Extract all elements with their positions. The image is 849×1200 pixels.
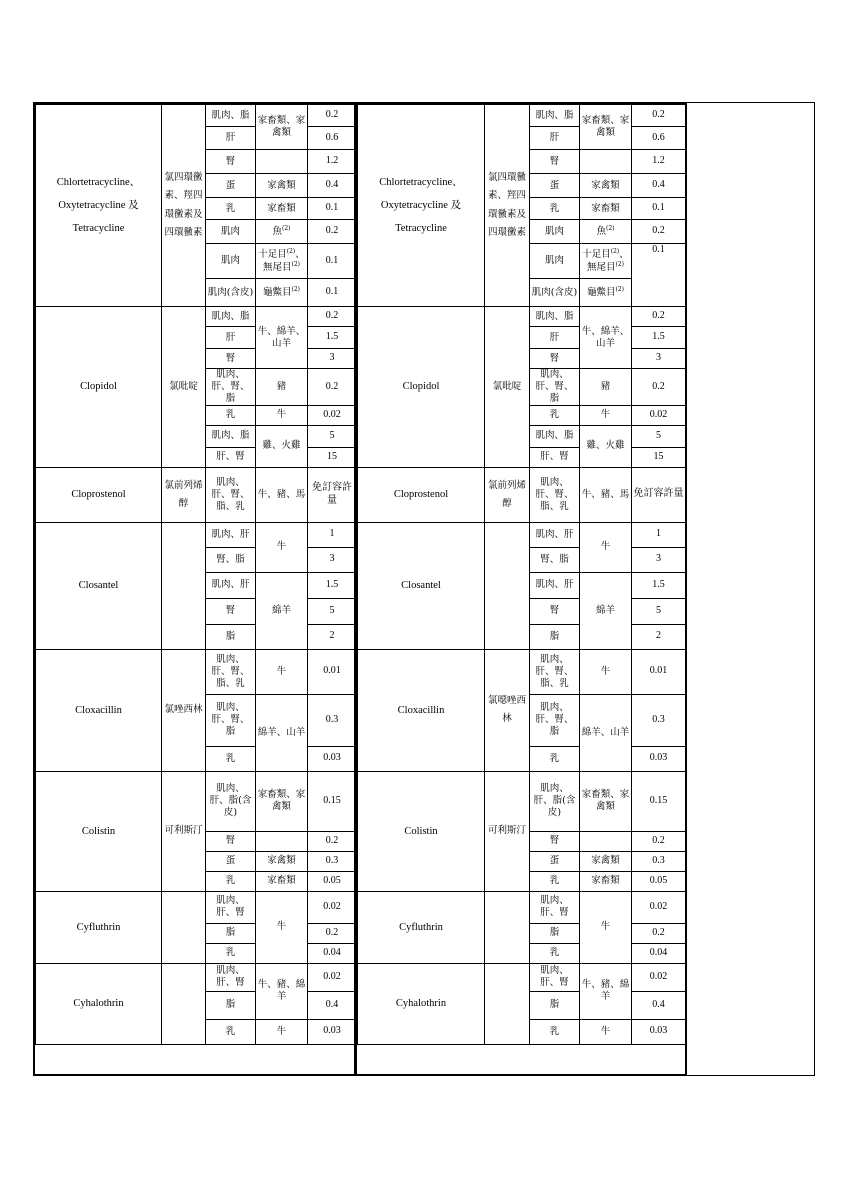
tissue-cell: 脂: [530, 923, 580, 943]
tissue-cell: 乳: [206, 871, 256, 891]
mrl-value-cell: 0.4: [308, 174, 357, 198]
tissue-cell: 乳: [530, 871, 580, 891]
table-row: [36, 963, 357, 991]
table-row: [36, 891, 357, 923]
mrl-value-cell: 0.6: [308, 127, 357, 150]
mrl-value-cell: 1.2: [632, 150, 686, 174]
tissue-cell: 肝: [530, 327, 580, 349]
mrl-value-cell: 2: [308, 624, 357, 649]
tissue-cell: 肌肉、肝、腎、脂、乳: [206, 649, 256, 694]
mrl-value-cell: 0.02: [632, 891, 686, 923]
mrl-value-cell: 0.02: [308, 963, 357, 991]
mrl-value-cell: 0.4: [308, 991, 357, 1019]
mrl-value-cell: 3: [632, 547, 686, 572]
left-mrl-table: [35, 104, 357, 1045]
species-cell: 家畜類、家禽類: [256, 105, 308, 150]
mrl-value-cell: 0.15: [632, 771, 686, 831]
species-cell: 牛、豬、綿羊: [256, 963, 308, 1019]
mrl-value-cell: 2: [632, 624, 686, 649]
tissue-cell: 肌肉、脂: [530, 105, 580, 127]
drug-name-cell: Chlortetracycline、Oxytetracycline 及 Tetracycline: [358, 105, 485, 307]
tissue-cell: 肝: [206, 127, 256, 150]
tissue-cell: 蛋: [530, 851, 580, 871]
mrl-value-cell: 0.04: [632, 943, 686, 963]
tissue-cell: 肌肉、肝、腎: [530, 891, 580, 923]
tissue-cell: 肌肉、肝、腎、脂、乳: [206, 467, 256, 522]
table-row: [358, 891, 686, 923]
chinese-name-cell: [485, 963, 530, 1044]
mrl-value-cell: 0.01: [308, 649, 357, 694]
mrl-value-cell: 1.5: [308, 572, 357, 598]
mrl-value-cell: 0.3: [308, 851, 357, 871]
tissue-cell: 肌肉、肝、腎: [530, 963, 580, 991]
species-cell: 雞、火雞: [256, 425, 308, 467]
chinese-name-cell: [485, 891, 530, 963]
tissue-cell: 肝: [530, 127, 580, 150]
species-cell: 家畜類、家禽類: [256, 771, 308, 831]
species-cell: 牛、豬、綿羊: [580, 963, 632, 1019]
species-cell: 家畜類、家禽類: [580, 105, 632, 150]
mrl-value-cell: 0.2: [308, 831, 357, 851]
table-row: [36, 105, 357, 127]
species-cell: 牛: [580, 649, 632, 694]
left-table-panel: [33, 102, 356, 1076]
mrl-value-cell: 0.03: [308, 746, 357, 771]
tissue-cell: 肌肉、肝、腎、脂、乳: [530, 467, 580, 522]
species-cell: 家禽類: [256, 174, 308, 198]
drug-name-cell: Cloxacillin: [36, 649, 162, 771]
chinese-name-cell: [162, 963, 206, 1044]
mrl-value-cell: 0.2: [308, 220, 357, 244]
species-cell: 牛: [256, 1019, 308, 1044]
mrl-value-cell: 0.2: [308, 923, 357, 943]
tissue-cell: 脂: [206, 991, 256, 1019]
species-cell: 牛、綿羊、山羊: [580, 307, 632, 369]
mrl-value-cell: 5: [632, 425, 686, 447]
mrl-value-cell: 0.3: [632, 851, 686, 871]
species-cell: 家畜類: [256, 871, 308, 891]
species-cell: [256, 150, 308, 174]
tissue-cell: 肌肉: [206, 220, 256, 244]
chinese-name-cell: 氯四環黴素、羥四環黴素及四環黴素: [162, 105, 206, 307]
table-row: [358, 522, 686, 547]
mrl-value-cell: 0.3: [308, 694, 357, 746]
tissue-cell: 肌肉、肝、腎: [206, 963, 256, 991]
chinese-name-cell: 氯四環黴素、羥四環黴素及四環黴素: [485, 105, 530, 307]
drug-name-cell: Cyhalothrin: [36, 963, 162, 1044]
tissue-cell: 肌肉: [206, 244, 256, 279]
species-cell: 牛: [580, 405, 632, 425]
mrl-value-cell: 免訂容許量: [308, 467, 357, 522]
species-cell: 牛: [256, 891, 308, 963]
mrl-value-cell: 0.2: [632, 105, 686, 127]
mrl-value-cell: 0.1: [632, 198, 686, 220]
mrl-value-cell: 1.2: [308, 150, 357, 174]
tissue-cell: 乳: [206, 1019, 256, 1044]
mrl-value-cell: 0.04: [308, 943, 357, 963]
species-cell: 綿羊: [256, 572, 308, 649]
drug-name-cell: Closantel: [358, 522, 485, 649]
drug-name-cell: Clopidol: [36, 307, 162, 468]
tissue-cell: 肌肉、脂: [206, 425, 256, 447]
mrl-value-cell: 3: [632, 349, 686, 369]
species-cell: 家畜類、家禽類: [580, 771, 632, 831]
tissue-cell: 脂: [206, 923, 256, 943]
species-cell: 牛: [580, 1019, 632, 1044]
species-cell: 綿羊、山羊: [256, 694, 308, 771]
species-cell: 綿羊: [580, 572, 632, 649]
tissue-cell: 脂: [530, 991, 580, 1019]
tissue-cell: 腎: [206, 349, 256, 369]
chinese-name-cell: 氯前列烯醇: [162, 467, 206, 522]
species-cell: 雞、火雞: [580, 425, 632, 467]
mrl-value-cell: 1: [308, 522, 357, 547]
mrl-value-cell: 0.03: [632, 746, 686, 771]
tissue-cell: 肌肉、肝、脂(含皮): [206, 771, 256, 831]
tissue-cell: 肌肉: [530, 244, 580, 279]
mrl-value-cell: 0.2: [632, 831, 686, 851]
tissue-cell: 乳: [530, 1019, 580, 1044]
right-table-panel: [355, 102, 687, 1076]
mrl-value-cell: 0.03: [308, 1019, 357, 1044]
drug-name-cell: Cyfluthrin: [36, 891, 162, 963]
mrl-value-cell: 0.15: [308, 771, 357, 831]
tissue-cell: 肌肉、脂: [530, 307, 580, 327]
species-cell: 家畜類: [256, 198, 308, 220]
chinese-name-cell: [162, 891, 206, 963]
species-cell: 牛: [580, 522, 632, 572]
tissue-cell: 肌肉(含皮): [530, 279, 580, 307]
mrl-value-cell: 0.05: [308, 871, 357, 891]
tissue-cell: 腎: [206, 831, 256, 851]
species-cell: 家畜類: [580, 871, 632, 891]
tissue-cell: 蛋: [206, 174, 256, 198]
species-cell: 綿羊、山羊: [580, 694, 632, 771]
table-row: [358, 307, 686, 327]
mrl-value-cell: 0.02: [308, 405, 357, 425]
species-cell: 家禽類: [580, 851, 632, 871]
tissue-cell: 腎、脂: [530, 547, 580, 572]
species-cell: 十足目$^{(2)}$、無尾目$^{(2)}$: [580, 244, 632, 279]
tissue-cell: 乳: [530, 746, 580, 771]
tissue-cell: 肌肉: [530, 220, 580, 244]
species-cell: 家禽類: [256, 851, 308, 871]
tissue-cell: 肌肉、肝: [206, 522, 256, 547]
chinese-name-cell: [485, 522, 530, 649]
drug-name-cell: Chlortetracycline、Oxytetracycline 及 Tetracycline: [36, 105, 162, 307]
mrl-value-cell: 0.2: [308, 369, 357, 406]
tissue-cell: 蛋: [206, 851, 256, 871]
drug-name-cell: Closantel: [36, 522, 162, 649]
species-cell: 魚$^{(2)}$: [256, 220, 308, 244]
tissue-cell: 腎: [206, 150, 256, 174]
table-row: [36, 307, 357, 327]
tissue-cell: 腎: [530, 349, 580, 369]
chinese-name-cell: 氯吡啶: [162, 307, 206, 468]
tissue-cell: 腎: [530, 598, 580, 624]
table-row: [36, 771, 357, 831]
mrl-value-cell: 0.01: [632, 649, 686, 694]
mrl-value-cell: 0.1: [632, 244, 686, 307]
tissue-cell: 肝、腎: [530, 447, 580, 467]
tissue-cell: 乳: [206, 746, 256, 771]
mrl-value-cell: 0.02: [632, 405, 686, 425]
species-cell: 十足目$^{(2)}$、無尾目$^{(2)}$: [256, 244, 308, 279]
species-cell: 牛: [256, 522, 308, 572]
drug-name-cell: Cloprostenol: [358, 467, 485, 522]
chinese-name-cell: [162, 522, 206, 649]
mrl-value-cell: 0.4: [632, 991, 686, 1019]
mrl-value-cell: 0.02: [632, 963, 686, 991]
mrl-value-cell: 0.2: [632, 220, 686, 244]
drug-name-cell: Cloprostenol: [36, 467, 162, 522]
mrl-value-cell: 0.03: [632, 1019, 686, 1044]
tissue-cell: 肌肉、肝、脂(含皮): [530, 771, 580, 831]
tissue-cell: 乳: [206, 198, 256, 220]
mrl-value-cell: 0.2: [308, 307, 357, 327]
drug-name-cell: Colistin: [36, 771, 162, 891]
tissue-cell: 肝: [206, 327, 256, 349]
tissue-cell: 肌肉、肝、腎、脂: [530, 369, 580, 406]
species-cell: [580, 150, 632, 174]
mrl-value-cell: 1.5: [632, 327, 686, 349]
mrl-value-cell: 1: [632, 522, 686, 547]
chinese-name-cell: 可利斯汀: [485, 771, 530, 891]
tissue-cell: 腎: [530, 831, 580, 851]
tissue-cell: 脂: [530, 624, 580, 649]
mrl-value-cell: 0.1: [308, 244, 357, 279]
tissue-cell: 肌肉(含皮): [206, 279, 256, 307]
drug-name-cell: Cloxacillin: [358, 649, 485, 771]
tissue-cell: 脂: [206, 624, 256, 649]
tissue-cell: 蛋: [530, 174, 580, 198]
mrl-value-cell: 15: [632, 447, 686, 467]
tissue-cell: 肌肉、脂: [206, 105, 256, 127]
mrl-value-cell: 5: [632, 598, 686, 624]
table-row: [358, 105, 686, 127]
tissue-cell: 肌肉、肝、腎、脂: [206, 694, 256, 746]
mrl-value-cell: 0.2: [632, 923, 686, 943]
tissue-cell: 肌肉、肝、腎、脂: [530, 694, 580, 746]
drug-name-cell: Cyhalothrin: [358, 963, 485, 1044]
tissue-cell: 肌肉、肝、腎、脂、乳: [530, 649, 580, 694]
chinese-name-cell: 氯唑西林: [162, 649, 206, 771]
tissue-cell: 肌肉、脂: [206, 307, 256, 327]
mrl-value-cell: 1.5: [632, 572, 686, 598]
mrl-value-cell: 3: [308, 547, 357, 572]
mrl-value-cell: 免訂容許量: [632, 467, 686, 522]
tissue-cell: 肌肉、肝: [206, 572, 256, 598]
mrl-value-cell: 1.5: [308, 327, 357, 349]
drug-name-cell: Colistin: [358, 771, 485, 891]
table-row: [358, 467, 686, 522]
mrl-value-cell: 0.4: [632, 174, 686, 198]
mrl-value-cell: 0.2: [632, 307, 686, 327]
tissue-cell: 乳: [530, 943, 580, 963]
table-row: [358, 771, 686, 831]
species-cell: [580, 831, 632, 851]
drug-name-cell: Cyfluthrin: [358, 891, 485, 963]
table-row: [36, 522, 357, 547]
chinese-name-cell: 氯噁唑西林: [485, 649, 530, 771]
tissue-cell: 肌肉、肝、腎、脂: [206, 369, 256, 406]
species-cell: 牛、綿羊、山羊: [256, 307, 308, 369]
species-cell: 家畜類: [580, 198, 632, 220]
tissue-cell: 腎、脂: [206, 547, 256, 572]
species-cell: 牛、豬、馬: [580, 467, 632, 522]
tissue-cell: 乳: [206, 405, 256, 425]
mrl-value-cell: 0.05: [632, 871, 686, 891]
tissue-cell: 肌肉、肝、腎: [206, 891, 256, 923]
species-cell: 龜鱉目$^{(2)}$: [580, 279, 632, 307]
tissue-cell: 肌肉、肝: [530, 572, 580, 598]
mrl-value-cell: 0.2: [632, 369, 686, 406]
species-cell: 牛、豬、馬: [256, 467, 308, 522]
mrl-value-cell: 0.3: [632, 694, 686, 746]
mrl-value-cell: 0.02: [308, 891, 357, 923]
mrl-value-cell: 0.6: [632, 127, 686, 150]
tissue-cell: 乳: [530, 198, 580, 220]
tissue-cell: 乳: [530, 405, 580, 425]
mrl-value-cell: 15: [308, 447, 357, 467]
species-cell: 龜鱉目$^{(2)}$: [256, 279, 308, 307]
species-cell: [256, 831, 308, 851]
table-row: [36, 467, 357, 522]
mrl-value-cell: 0.2: [308, 105, 357, 127]
tissue-cell: 肌肉、肝: [530, 522, 580, 547]
tissue-cell: 腎: [206, 598, 256, 624]
table-row: [36, 649, 357, 694]
table-row: [358, 963, 686, 991]
tissue-cell: 腎: [530, 150, 580, 174]
species-cell: 牛: [580, 891, 632, 963]
species-cell: 豬: [580, 369, 632, 406]
chinese-name-cell: 氯吡啶: [485, 307, 530, 468]
species-cell: 魚$^{(2)}$: [580, 220, 632, 244]
tissue-cell: 肝、腎: [206, 447, 256, 467]
tissue-cell: 乳: [206, 943, 256, 963]
chinese-name-cell: 可利斯汀: [162, 771, 206, 891]
table-row: [358, 649, 686, 694]
mrl-value-cell: 5: [308, 425, 357, 447]
mrl-value-cell: 5: [308, 598, 357, 624]
species-cell: 家禽類: [580, 174, 632, 198]
species-cell: 牛: [256, 405, 308, 425]
right-mrl-table: [357, 104, 686, 1045]
mrl-value-cell: 3: [308, 349, 357, 369]
tissue-cell: 肌肉、脂: [530, 425, 580, 447]
chinese-name-cell: 氯前列烯醇: [485, 467, 530, 522]
drug-name-cell: Clopidol: [358, 307, 485, 468]
mrl-value-cell: 0.1: [308, 198, 357, 220]
species-cell: 豬: [256, 369, 308, 406]
species-cell: 牛: [256, 649, 308, 694]
mrl-value-cell: 0.1: [308, 279, 357, 307]
